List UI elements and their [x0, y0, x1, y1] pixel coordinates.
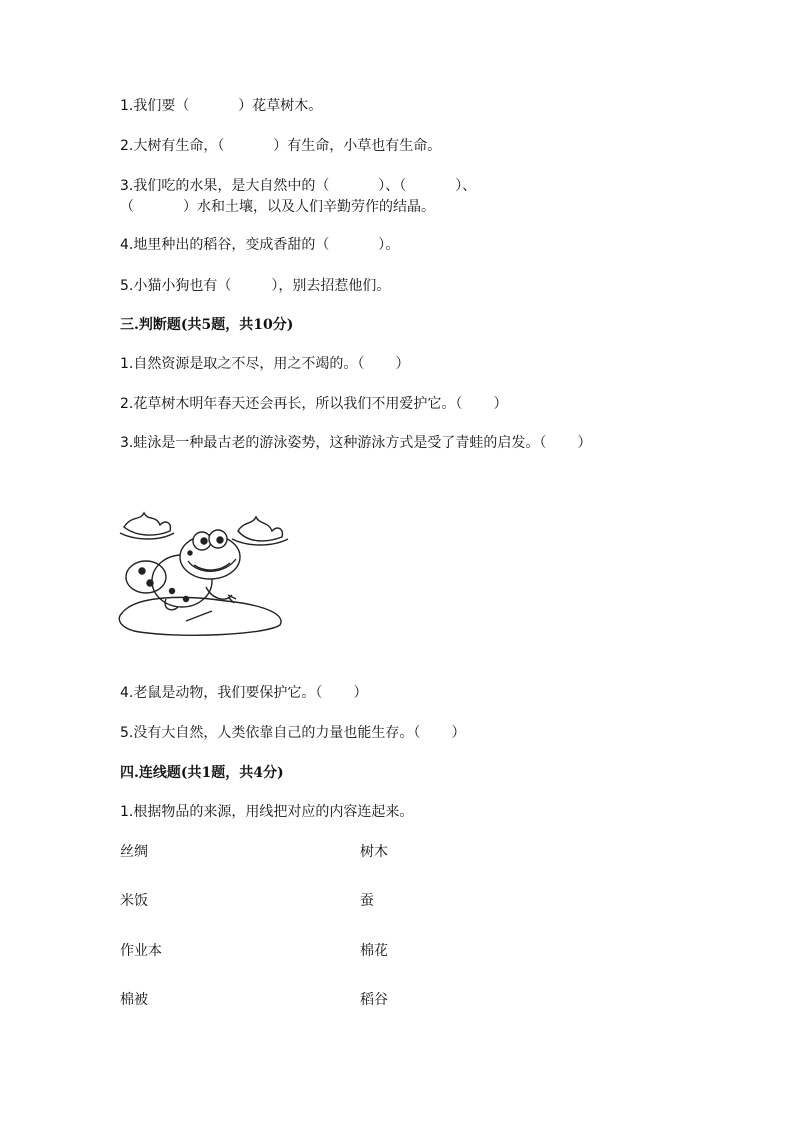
matching-left-item: 丝绸: [120, 844, 148, 860]
judge-question-2: 2.花草树木明年春天还会再长，所以我们不用爱护它。（ ）: [120, 396, 508, 412]
matching-left-item: 米饭: [120, 893, 148, 909]
fill-in-question-3-line-2: （ ）水和土壤，以及人们辛勤劳作的结晶。: [120, 199, 435, 215]
matching-instruction: 1.根据物品的来源，用线把对应的内容连起来。: [120, 804, 414, 820]
fill-in-question-2: 2.大树有生命，（ ）有生命，小草也有生命。: [120, 138, 442, 154]
matching-right-item: 稻谷: [360, 992, 388, 1008]
judge-question-3: 3.蛙泳是一种最古老的游泳姿势，这种游泳方式是受了青蛙的启发。（ ）: [120, 435, 592, 451]
matching-right-item: 树木: [360, 844, 388, 860]
matching-left-item: 棉被: [120, 992, 148, 1008]
matching-section-heading: 四.连线题(共1题，共4分): [120, 765, 284, 781]
fill-in-question-3-line-1: 3.我们吃的水果，是大自然中的（ ）、（ ）、: [120, 178, 477, 194]
frog-illustration: [116, 503, 290, 639]
fill-in-question-1: 1.我们要（ ）花草树木。: [120, 98, 323, 114]
matching-left-item: 作业本: [120, 943, 162, 959]
judge-question-5: 5.没有大自然，人类依靠自己的力量也能生存。（ ）: [120, 725, 466, 741]
matching-right-item: 棉花: [360, 943, 388, 959]
judge-question-4: 4.老鼠是动物，我们要保护它。（ ）: [120, 685, 368, 701]
matching-right-item: 蚕: [360, 893, 374, 909]
fill-in-question-4: 4.地里种出的稻谷，变成香甜的（ ）。: [120, 237, 400, 253]
judge-section-heading: 三.判断题(共5题，共10分): [120, 317, 294, 333]
judge-question-1: 1.自然资源是取之不尽，用之不竭的。（ ）: [120, 356, 410, 372]
fill-in-question-5: 5.小猫小狗也有（ ），别去招惹他们。: [120, 278, 391, 294]
